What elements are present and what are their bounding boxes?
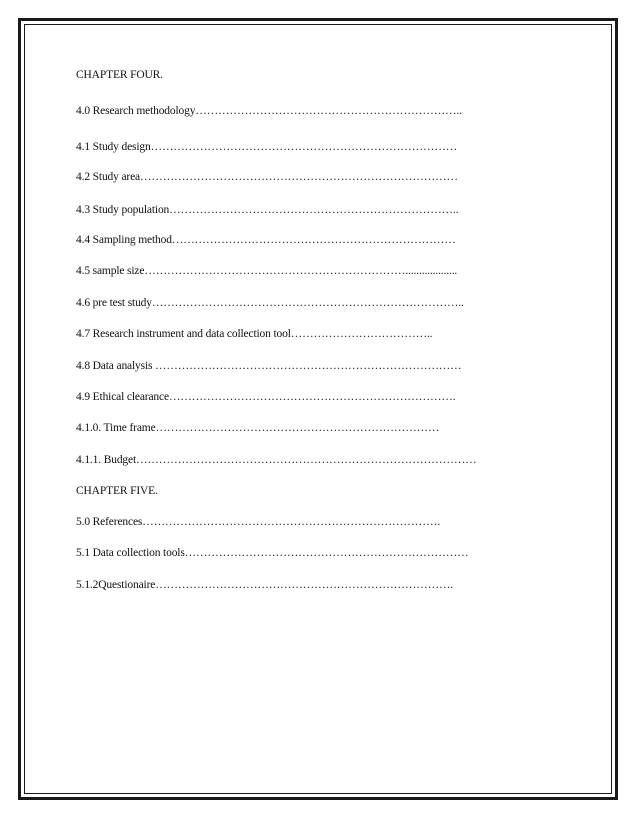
toc-entry-research-methodology: 4.0 Research methodology…………………………………………………………….. [76, 105, 462, 117]
toc-entry-questionaire: 5.1.2Questionaire……………………………………………………………………. [76, 579, 454, 591]
toc-entry-pre-test-study: 4.6 pre test study……………………………………………………………………….. [76, 297, 464, 309]
toc-entry-research-instrument: 4.7 Research instrument and data collection tool……………………………….. [76, 328, 433, 340]
toc-entry-references: 5.0 References……………………………………………………………………. [76, 516, 441, 528]
toc-entry-ethical-clearance: 4.9 Ethical clearance…………………………………………………………………. [76, 391, 456, 403]
chapter-four-heading: CHAPTER FOUR. [76, 69, 163, 81]
toc-entry-sampling-method: 4.4 Sampling method………………………………………………………………… [76, 234, 456, 246]
toc-entry-budget: 4.1.1. Budget……………………………………………………………………………… [76, 454, 477, 466]
toc-entry-study-design: 4.1 Study design……………………………………………………………………… [76, 141, 458, 153]
toc-entry-data-collection-tools: 5.1 Data collection tools………………………………………………………………… [76, 547, 469, 559]
toc-entry-time-frame: 4.1.0. Time frame………………………………………………………………… [76, 422, 440, 434]
toc-entry-study-population: 4.3 Study population………………………………………………………………….. [76, 204, 459, 216]
toc-entry-study-area: 4.2 Study area………………………………………………………………………… [76, 171, 458, 183]
toc-entry-data-analysis: 4.8 Data analysis ……………………………………………………………………… [76, 360, 462, 372]
toc-entry-sample-size: 4.5 sample size……………………………………………………………................... [76, 265, 458, 277]
chapter-five-heading: CHAPTER FIVE. [76, 485, 158, 497]
